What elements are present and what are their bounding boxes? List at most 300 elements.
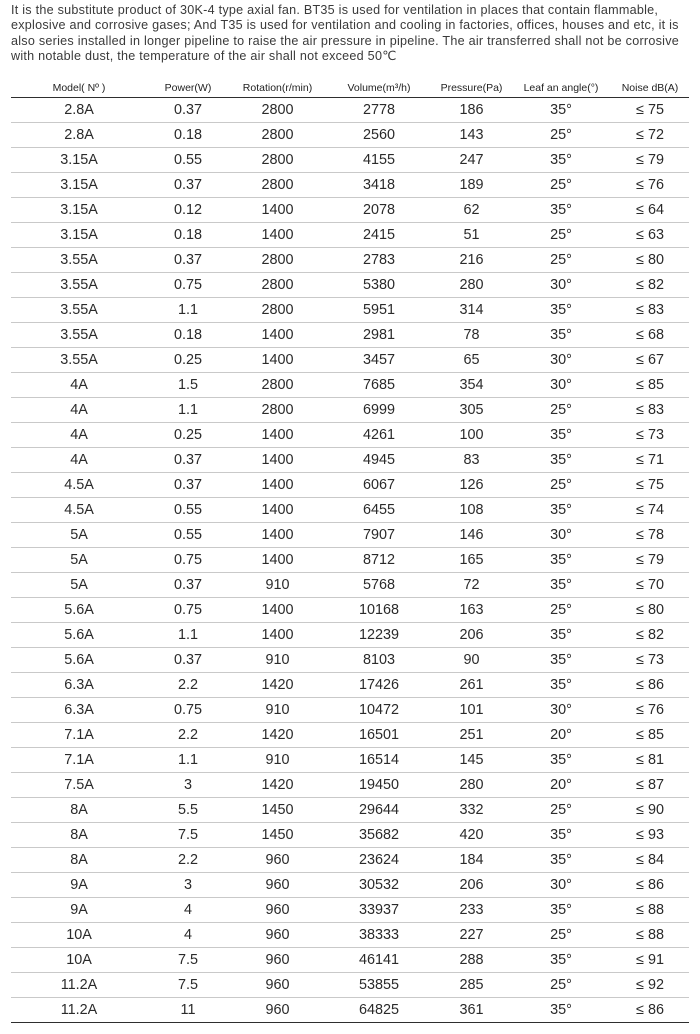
cell-pressure: 146: [432, 523, 511, 548]
cell-noise: ≤ 81: [611, 748, 689, 773]
cell-model: 5A: [11, 573, 147, 598]
cell-pressure: 305: [432, 398, 511, 423]
cell-volume: 4945: [326, 448, 432, 473]
cell-model: 3.15A: [11, 223, 147, 248]
cell-model: 5.6A: [11, 598, 147, 623]
cell-power: 0.55: [147, 523, 229, 548]
cell-model: 6.3A: [11, 698, 147, 723]
cell-noise: ≤ 85: [611, 373, 689, 398]
header-leaf-angle: Leaf an angle(°): [511, 79, 611, 98]
cell-volume: 10168: [326, 598, 432, 623]
cell-pressure: 100: [432, 423, 511, 448]
cell-pressure: 216: [432, 248, 511, 273]
table-row: [11, 573, 689, 598]
cell-leaf-angle: 35°: [511, 848, 611, 873]
table-row: [11, 773, 689, 798]
cell-rotation: 960: [229, 898, 326, 923]
table-row: [11, 623, 689, 648]
cell-noise: ≤ 70: [611, 573, 689, 598]
cell-noise: ≤ 75: [611, 98, 689, 123]
cell-pressure: 65: [432, 348, 511, 373]
cell-power: 1.5: [147, 373, 229, 398]
table-row: [11, 598, 689, 623]
cell-power: 4: [147, 923, 229, 948]
cell-rotation: 2800: [229, 373, 326, 398]
cell-model: 3.55A: [11, 298, 147, 323]
table-row: [11, 948, 689, 973]
cell-pressure: 184: [432, 848, 511, 873]
cell-model: 9A: [11, 873, 147, 898]
cell-volume: 7685: [326, 373, 432, 398]
table-row: [11, 223, 689, 248]
cell-volume: 16514: [326, 748, 432, 773]
table-row: [11, 823, 689, 848]
table-row: [11, 373, 689, 398]
cell-pressure: 165: [432, 548, 511, 573]
table-row: [11, 848, 689, 873]
cell-rotation: 1450: [229, 798, 326, 823]
cell-power: 4: [147, 898, 229, 923]
cell-power: 5.5: [147, 798, 229, 823]
cell-leaf-angle: 35°: [511, 148, 611, 173]
cell-power: 0.12: [147, 198, 229, 223]
cell-power: 7.5: [147, 948, 229, 973]
cell-pressure: 227: [432, 923, 511, 948]
cell-volume: 3418: [326, 173, 432, 198]
cell-noise: ≤ 91: [611, 948, 689, 973]
cell-power: 0.55: [147, 148, 229, 173]
cell-rotation: 910: [229, 648, 326, 673]
cell-power: 7.5: [147, 823, 229, 848]
cell-power: 0.55: [147, 498, 229, 523]
header-model: Model( Nº ): [11, 79, 147, 98]
cell-noise: ≤ 82: [611, 273, 689, 298]
cell-rotation: 960: [229, 948, 326, 973]
table-row: [11, 273, 689, 298]
cell-model: 5A: [11, 548, 147, 573]
cell-volume: 5380: [326, 273, 432, 298]
cell-power: 3: [147, 873, 229, 898]
cell-noise: ≤ 79: [611, 148, 689, 173]
cell-rotation: 2800: [229, 148, 326, 173]
cell-model: 8A: [11, 823, 147, 848]
cell-volume: 2981: [326, 323, 432, 348]
cell-volume: 8712: [326, 548, 432, 573]
cell-noise: ≤ 73: [611, 648, 689, 673]
cell-rotation: 910: [229, 748, 326, 773]
cell-pressure: 186: [432, 98, 511, 123]
cell-rotation: 2800: [229, 273, 326, 298]
cell-volume: 64825: [326, 998, 432, 1023]
cell-noise: ≤ 76: [611, 698, 689, 723]
table-row: [11, 673, 689, 698]
cell-noise: ≤ 67: [611, 348, 689, 373]
cell-rotation: 960: [229, 998, 326, 1023]
table-row: [11, 148, 689, 173]
cell-power: 0.75: [147, 548, 229, 573]
cell-model: 3.15A: [11, 173, 147, 198]
table-row: [11, 748, 689, 773]
cell-model: 9A: [11, 898, 147, 923]
cell-power: 1.1: [147, 623, 229, 648]
table-row: [11, 448, 689, 473]
table-row: [11, 723, 689, 748]
cell-volume: 29644: [326, 798, 432, 823]
cell-volume: 4261: [326, 423, 432, 448]
cell-rotation: 1400: [229, 623, 326, 648]
cell-rotation: 2800: [229, 248, 326, 273]
cell-volume: 30532: [326, 873, 432, 898]
cell-noise: ≤ 86: [611, 673, 689, 698]
cell-noise: ≤ 87: [611, 773, 689, 798]
cell-power: 0.75: [147, 698, 229, 723]
cell-volume: 2415: [326, 223, 432, 248]
cell-noise: ≤ 63: [611, 223, 689, 248]
cell-pressure: 83: [432, 448, 511, 473]
cell-leaf-angle: 20°: [511, 773, 611, 798]
header-noise: Noise dB(A): [611, 79, 689, 98]
cell-volume: 10472: [326, 698, 432, 723]
cell-rotation: 1400: [229, 423, 326, 448]
cell-volume: 8103: [326, 648, 432, 673]
table-row: [11, 648, 689, 673]
cell-rotation: 910: [229, 573, 326, 598]
cell-pressure: 145: [432, 748, 511, 773]
cell-power: 1.1: [147, 748, 229, 773]
cell-rotation: 1400: [229, 223, 326, 248]
cell-noise: ≤ 80: [611, 248, 689, 273]
cell-model: 7.1A: [11, 748, 147, 773]
table-row: [11, 498, 689, 523]
cell-power: 0.37: [147, 98, 229, 123]
cell-leaf-angle: 30°: [511, 698, 611, 723]
cell-noise: ≤ 84: [611, 848, 689, 873]
cell-pressure: 361: [432, 998, 511, 1023]
header-power: Power(W): [147, 79, 229, 98]
cell-power: 3: [147, 773, 229, 798]
cell-power: 1.1: [147, 298, 229, 323]
cell-model: 10A: [11, 923, 147, 948]
cell-leaf-angle: 35°: [511, 573, 611, 598]
cell-noise: ≤ 85: [611, 723, 689, 748]
cell-rotation: 2800: [229, 298, 326, 323]
cell-rotation: 1400: [229, 548, 326, 573]
cell-noise: ≤ 76: [611, 173, 689, 198]
cell-noise: ≤ 82: [611, 623, 689, 648]
cell-volume: 6999: [326, 398, 432, 423]
cell-rotation: 2800: [229, 173, 326, 198]
cell-leaf-angle: 20°: [511, 723, 611, 748]
cell-pressure: 143: [432, 123, 511, 148]
cell-leaf-angle: 25°: [511, 598, 611, 623]
cell-leaf-angle: 30°: [511, 373, 611, 398]
cell-volume: 53855: [326, 973, 432, 998]
cell-rotation: 1400: [229, 348, 326, 373]
cell-noise: ≤ 83: [611, 298, 689, 323]
cell-power: 11: [147, 998, 229, 1023]
cell-leaf-angle: 25°: [511, 123, 611, 148]
cell-leaf-angle: 35°: [511, 198, 611, 223]
cell-noise: ≤ 68: [611, 323, 689, 348]
cell-rotation: 910: [229, 698, 326, 723]
cell-power: 2.2: [147, 848, 229, 873]
cell-noise: ≤ 83: [611, 398, 689, 423]
cell-volume: 5768: [326, 573, 432, 598]
cell-volume: 6455: [326, 498, 432, 523]
cell-pressure: 233: [432, 898, 511, 923]
cell-model: 3.15A: [11, 148, 147, 173]
cell-rotation: 1420: [229, 723, 326, 748]
cell-noise: ≤ 80: [611, 598, 689, 623]
cell-leaf-angle: 35°: [511, 998, 611, 1023]
cell-volume: 12239: [326, 623, 432, 648]
cell-power: 7.5: [147, 973, 229, 998]
cell-pressure: 189: [432, 173, 511, 198]
table-row: [11, 323, 689, 348]
table-body: [11, 98, 689, 1023]
cell-pressure: 90: [432, 648, 511, 673]
cell-power: 0.37: [147, 648, 229, 673]
cell-leaf-angle: 35°: [511, 323, 611, 348]
cell-leaf-angle: 35°: [511, 648, 611, 673]
cell-volume: 38333: [326, 923, 432, 948]
cell-volume: 17426: [326, 673, 432, 698]
cell-model: 10A: [11, 948, 147, 973]
cell-model: 2.8A: [11, 98, 147, 123]
cell-model: 11.2A: [11, 973, 147, 998]
cell-rotation: 960: [229, 923, 326, 948]
cell-pressure: 261: [432, 673, 511, 698]
cell-power: 0.18: [147, 323, 229, 348]
cell-model: 3.55A: [11, 323, 147, 348]
intro-paragraph: It is the substitute product of 30K-4 type axial fan. BT35 is used for ventilation in places that contain flammable, explosive and corrosive gases; And T35 is used for ventilation and cooling in factories, offices, houses and etc, it is also series installed in longer pipeline to raise the air pressure in pipeline. The air transferred shall not be corrosive with notable dust, the temperature of the air shall not exceed 50℃: [11, 3, 679, 64]
cell-leaf-angle: 35°: [511, 748, 611, 773]
cell-power: 0.37: [147, 173, 229, 198]
table-row: [11, 173, 689, 198]
cell-leaf-angle: 25°: [511, 223, 611, 248]
cell-leaf-angle: 25°: [511, 923, 611, 948]
table-row: [11, 298, 689, 323]
cell-noise: ≤ 75: [611, 473, 689, 498]
cell-rotation: 960: [229, 848, 326, 873]
cell-power: 0.18: [147, 223, 229, 248]
table-row: [11, 348, 689, 373]
cell-pressure: 163: [432, 598, 511, 623]
cell-pressure: 280: [432, 773, 511, 798]
cell-rotation: 1400: [229, 498, 326, 523]
cell-noise: ≤ 86: [611, 998, 689, 1023]
cell-power: 0.37: [147, 473, 229, 498]
cell-model: 3.55A: [11, 273, 147, 298]
cell-power: 2.2: [147, 673, 229, 698]
cell-power: 0.18: [147, 123, 229, 148]
cell-model: 11.2A: [11, 998, 147, 1023]
cell-noise: ≤ 71: [611, 448, 689, 473]
cell-model: 4A: [11, 423, 147, 448]
cell-rotation: 960: [229, 973, 326, 998]
cell-noise: ≤ 72: [611, 123, 689, 148]
cell-rotation: 1400: [229, 598, 326, 623]
cell-rotation: 2800: [229, 123, 326, 148]
cell-noise: ≤ 78: [611, 523, 689, 548]
cell-power: 0.25: [147, 348, 229, 373]
cell-leaf-angle: 35°: [511, 498, 611, 523]
cell-leaf-angle: 35°: [511, 98, 611, 123]
cell-model: 5.6A: [11, 648, 147, 673]
cell-volume: 33937: [326, 898, 432, 923]
cell-model: 3.15A: [11, 198, 147, 223]
header-rotation: Rotation(r/min): [229, 79, 326, 98]
cell-pressure: 108: [432, 498, 511, 523]
cell-leaf-angle: 30°: [511, 523, 611, 548]
cell-model: 4.5A: [11, 473, 147, 498]
cell-noise: ≤ 93: [611, 823, 689, 848]
cell-volume: 35682: [326, 823, 432, 848]
cell-noise: ≤ 74: [611, 498, 689, 523]
cell-model: 6.3A: [11, 673, 147, 698]
cell-volume: 16501: [326, 723, 432, 748]
cell-pressure: 285: [432, 973, 511, 998]
cell-volume: 5951: [326, 298, 432, 323]
table-row: [11, 473, 689, 498]
cell-model: 5.6A: [11, 623, 147, 648]
cell-pressure: 101: [432, 698, 511, 723]
table-row: [11, 898, 689, 923]
cell-noise: ≤ 92: [611, 973, 689, 998]
cell-rotation: 960: [229, 873, 326, 898]
cell-rotation: 1400: [229, 448, 326, 473]
cell-leaf-angle: 35°: [511, 448, 611, 473]
cell-rotation: 1400: [229, 473, 326, 498]
cell-volume: 46141: [326, 948, 432, 973]
cell-leaf-angle: 35°: [511, 298, 611, 323]
cell-leaf-angle: 25°: [511, 248, 611, 273]
cell-power: 0.25: [147, 423, 229, 448]
header-pressure: Pressure(Pa): [432, 79, 511, 98]
table-row: [11, 398, 689, 423]
cell-model: 4A: [11, 373, 147, 398]
cell-noise: ≤ 88: [611, 898, 689, 923]
cell-rotation: 1420: [229, 673, 326, 698]
cell-leaf-angle: 25°: [511, 973, 611, 998]
table-row: [11, 973, 689, 998]
table-row: [11, 548, 689, 573]
cell-rotation: 1400: [229, 523, 326, 548]
table-row: [11, 798, 689, 823]
cell-pressure: 78: [432, 323, 511, 348]
fan-spec-table: [11, 79, 689, 1023]
cell-leaf-angle: 35°: [511, 823, 611, 848]
cell-pressure: 314: [432, 298, 511, 323]
cell-leaf-angle: 30°: [511, 348, 611, 373]
cell-volume: 7907: [326, 523, 432, 548]
cell-noise: ≤ 90: [611, 798, 689, 823]
table-row: [11, 523, 689, 548]
cell-leaf-angle: 35°: [511, 898, 611, 923]
cell-volume: 4155: [326, 148, 432, 173]
table-row: [11, 873, 689, 898]
cell-model: 3.55A: [11, 348, 147, 373]
cell-pressure: 288: [432, 948, 511, 973]
cell-pressure: 126: [432, 473, 511, 498]
cell-rotation: 2800: [229, 398, 326, 423]
cell-rotation: 1400: [229, 198, 326, 223]
cell-leaf-angle: 30°: [511, 873, 611, 898]
table-header-row: [11, 79, 689, 98]
cell-model: 5A: [11, 523, 147, 548]
cell-power: 1.1: [147, 398, 229, 423]
cell-power: 0.37: [147, 448, 229, 473]
cell-volume: 23624: [326, 848, 432, 873]
cell-noise: ≤ 88: [611, 923, 689, 948]
cell-volume: 2078: [326, 198, 432, 223]
cell-model: 8A: [11, 848, 147, 873]
cell-model: 8A: [11, 798, 147, 823]
cell-leaf-angle: 25°: [511, 398, 611, 423]
cell-pressure: 354: [432, 373, 511, 398]
cell-pressure: 62: [432, 198, 511, 223]
table-row: [11, 698, 689, 723]
table-row: [11, 923, 689, 948]
table-row: [11, 998, 689, 1023]
cell-model: 7.1A: [11, 723, 147, 748]
cell-leaf-angle: 25°: [511, 473, 611, 498]
cell-rotation: 1420: [229, 773, 326, 798]
cell-noise: ≤ 73: [611, 423, 689, 448]
cell-volume: 3457: [326, 348, 432, 373]
cell-leaf-angle: 30°: [511, 273, 611, 298]
cell-leaf-angle: 35°: [511, 623, 611, 648]
cell-volume: 2778: [326, 98, 432, 123]
cell-pressure: 251: [432, 723, 511, 748]
cell-volume: 19450: [326, 773, 432, 798]
table-row: [11, 198, 689, 223]
table-row: [11, 123, 689, 148]
cell-pressure: 206: [432, 873, 511, 898]
cell-volume: 6067: [326, 473, 432, 498]
cell-model: 3.55A: [11, 248, 147, 273]
cell-rotation: 1400: [229, 323, 326, 348]
cell-rotation: 2800: [229, 98, 326, 123]
cell-pressure: 280: [432, 273, 511, 298]
cell-model: 4A: [11, 398, 147, 423]
header-volume: Volume(m³/h): [326, 79, 432, 98]
cell-pressure: 72: [432, 573, 511, 598]
cell-leaf-angle: 25°: [511, 173, 611, 198]
cell-model: 7.5A: [11, 773, 147, 798]
cell-power: 0.75: [147, 598, 229, 623]
cell-pressure: 247: [432, 148, 511, 173]
cell-pressure: 51: [432, 223, 511, 248]
cell-noise: ≤ 64: [611, 198, 689, 223]
cell-noise: ≤ 79: [611, 548, 689, 573]
cell-pressure: 420: [432, 823, 511, 848]
cell-leaf-angle: 35°: [511, 423, 611, 448]
cell-leaf-angle: 35°: [511, 548, 611, 573]
cell-power: 2.2: [147, 723, 229, 748]
cell-model: 4A: [11, 448, 147, 473]
table-row: [11, 423, 689, 448]
cell-pressure: 206: [432, 623, 511, 648]
cell-pressure: 332: [432, 798, 511, 823]
cell-leaf-angle: 35°: [511, 948, 611, 973]
table-row: [11, 98, 689, 123]
cell-volume: 2783: [326, 248, 432, 273]
cell-rotation: 1450: [229, 823, 326, 848]
fan-spec-table-container: [11, 79, 689, 1023]
cell-power: 0.37: [147, 248, 229, 273]
cell-power: 0.37: [147, 573, 229, 598]
